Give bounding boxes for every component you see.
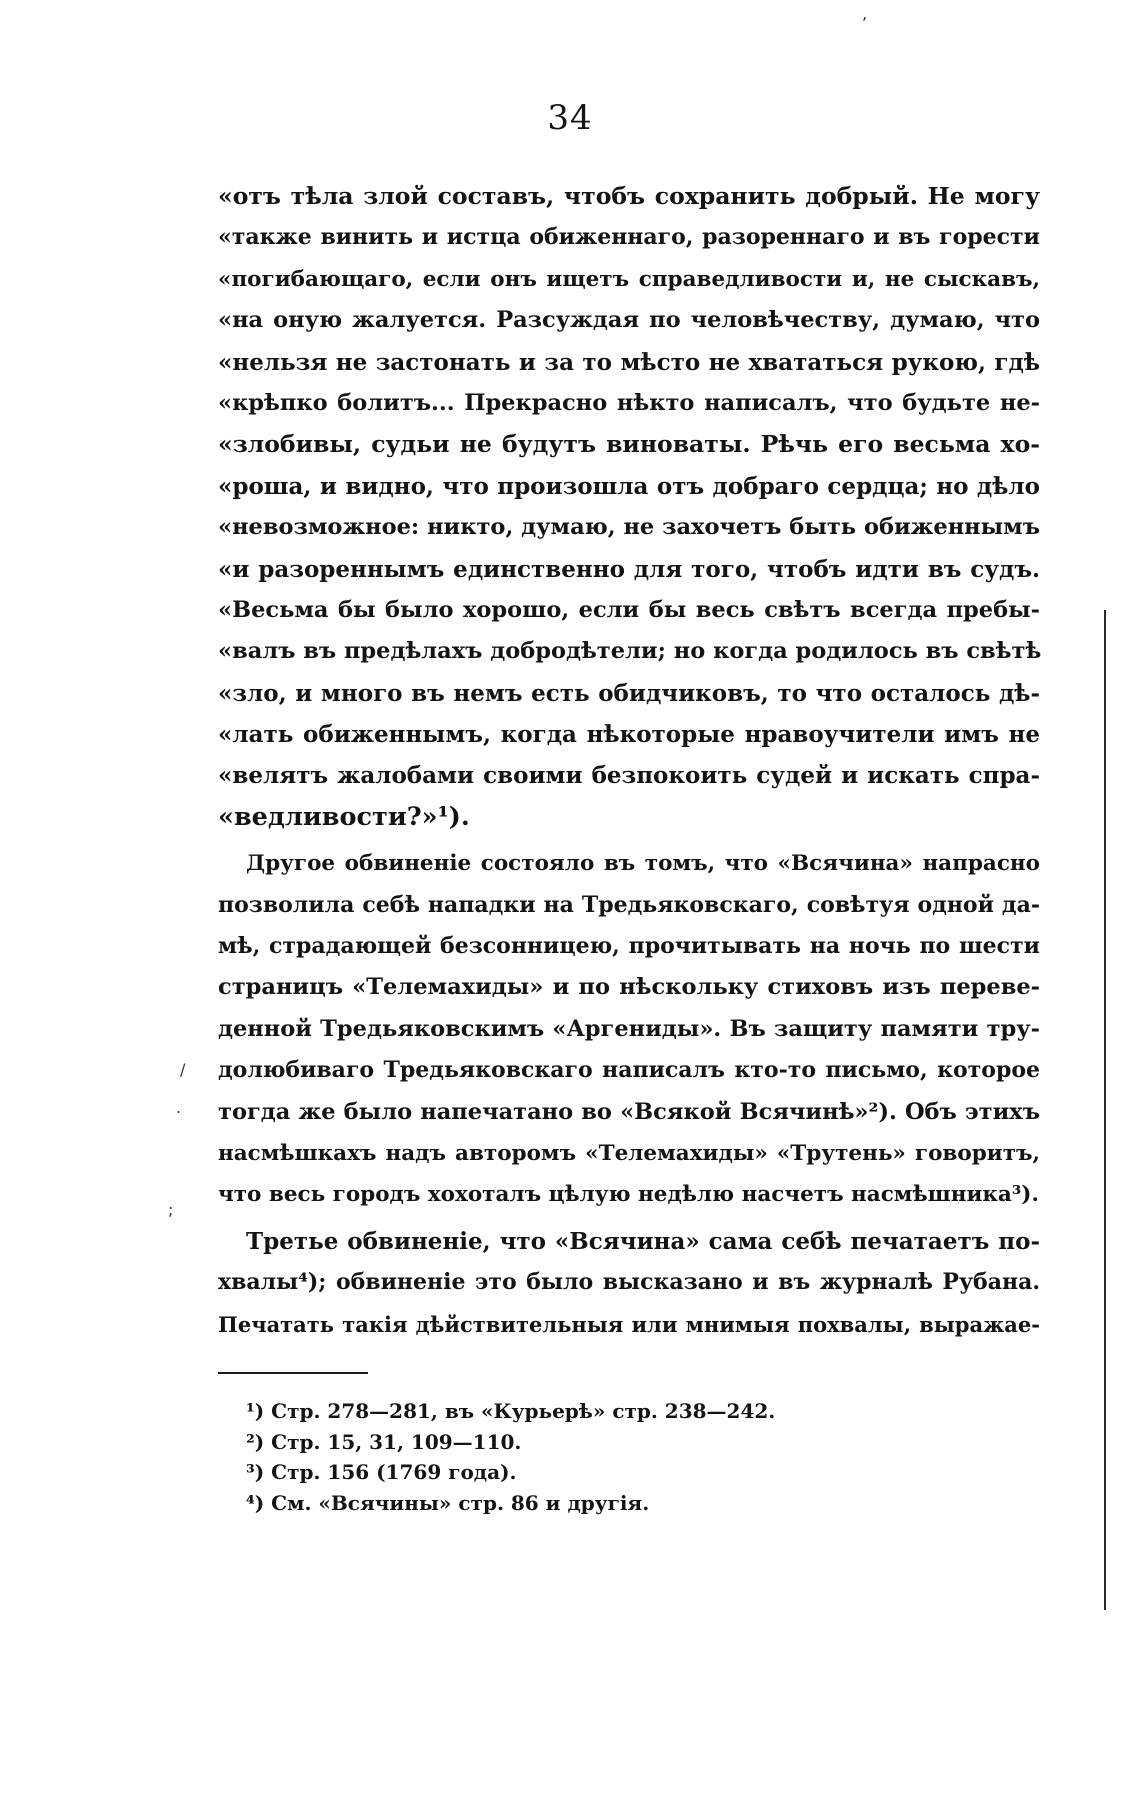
page-number: 34 (547, 98, 593, 138)
text-line: «и разореннымъ единственно для того, чтобъ идти въ судъ. (218, 555, 1040, 583)
text-line: «Весьма бы было хорошо, если бы весь свѣтъ всегда пребы- (218, 596, 1040, 623)
text-line: «невозможное: никто, думаю, не захочетъ быть обиженнымъ (218, 514, 1040, 541)
footnote: ³) Стр. 156 (1769 года). (246, 1460, 517, 1484)
text-line: хвалы⁴); обвиненіе это было высказано и въ журналѣ Рубана. (218, 1269, 1040, 1296)
text-line: Другое обвиненіе состояло въ томъ, что «Всячина» напрасно (246, 851, 1040, 877)
footnote-divider (218, 1372, 368, 1374)
text-line: «также винить и истца обиженнаго, разореннаго и въ горести (218, 224, 1040, 251)
text-line: «злобивы, судьи не будутъ виноваты. Рѣчь его весьма хо- (218, 430, 1040, 459)
text-line: страницъ «Телемахиды» и по нѣскольку стиховъ изъ переве- (218, 974, 1040, 1001)
text-line: Третье обвиненіе, что «Всячина» сама себѣ печатаетъ по- (246, 1227, 1040, 1255)
text-line: «нельзя не застонать и за то мѣсто не хвататься рукою, гдѣ (218, 348, 1040, 376)
text-line: тогда же было напечатано во «Всякой Всячинѣ»²). Объ этихъ (218, 1098, 1040, 1125)
text-line: позволила себѣ нападки на Тредьяковскаго, совѣтуя одной да- (218, 891, 1040, 918)
text-line: мѣ, страдающей безсонницею, прочитывать на ночь по шести (218, 933, 1040, 960)
text-line: денной Тредьяковскимъ «Аргениды». Въ защиту памяти тру- (218, 1015, 1040, 1042)
text-line: что весь городъ хохоталъ цѣлую недѣлю насчетъ насмѣшника³). (218, 1182, 1039, 1208)
ink-speck: , (862, 4, 868, 23)
footnote: ²) Стр. 15, 31, 109—110. (246, 1429, 522, 1454)
footnote: ¹) Стр. 278—281, въ «Курьерѣ» стр. 238—242. (246, 1399, 776, 1423)
text-line: «роша, и видно, что произошла отъ добраго сердца; но дѣло (218, 472, 1040, 500)
main-text (218, 176, 1040, 1345)
text-line: «лать обиженнымъ, когда нѣкоторые нравоучители имъ не (218, 721, 1040, 749)
text-line: «валъ въ предѣлахъ добродѣтели; но когда родилось въ свѣтѣ (218, 638, 1042, 665)
text-line: «велятъ жалобами своими безпокоить судей и искать спра- (218, 762, 1040, 790)
text-line: «зло, и много въ немъ есть обидчиковъ, то что осталось дѣ- (218, 679, 1040, 707)
text-line: «погибающаго, если онъ ищетъ справедливости и, не сыскавъ, (218, 266, 1040, 292)
text-line: Печатать такія дѣйствительныя или мнимыя похвалы, выражае- (218, 1311, 1040, 1337)
text-line: «отъ тѣла злой составъ, чтобъ сохранить добрый. Не могу (218, 182, 1040, 210)
footnote: ⁴) См. «Всячины» стр. 86 и другія. (246, 1490, 650, 1515)
ink-speck: / (180, 1060, 186, 1079)
text-line: «ведливости?»¹). (218, 801, 470, 832)
text-line: «крѣпко болитъ... Прекрасно нѣкто написалъ, что будьте не- (218, 389, 1040, 416)
ink-speck: . (176, 1098, 182, 1117)
binding-edge-line (1104, 610, 1106, 1610)
text-line: долюбиваго Тредьяковскаго написалъ кто-то письмо, которое (218, 1057, 1040, 1084)
text-line: «на оную жалуется. Разсуждая по человѣчеству, думаю, что (218, 307, 1040, 334)
text-line: насмѣшкахъ надъ авторомъ «Телемахиды» «Трутень» говоритъ, (218, 1140, 1040, 1166)
ink-speck: ; (168, 1200, 174, 1219)
footnotes (246, 1396, 775, 1518)
